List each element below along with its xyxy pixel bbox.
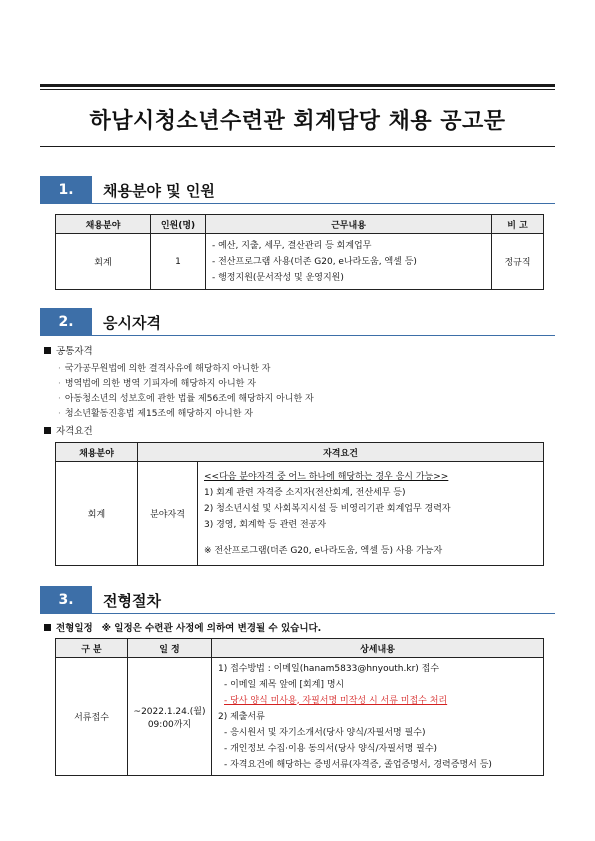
duty-line: - 행정지원(문서작성 및 운영지원): [212, 272, 344, 283]
qualification-item: · 국가공무원법에 의한 결격사유에 해당하지 아니한 자: [58, 364, 271, 374]
section-label: 전형절차: [103, 592, 161, 610]
section-number: 1.: [40, 176, 92, 204]
section-underline: [92, 613, 555, 614]
requirement-line: 2) 청소년시설 및 사회복지시설 등 비영리기관 회계업무 경력자: [204, 503, 451, 514]
detail-line: - 자격요건에 해당하는 증빙서류(자격증, 졸업증명서, 경력증명서 등): [224, 759, 492, 770]
title-top-rule: [40, 84, 555, 87]
detail-line: - 개인정보 수집·이용 동의서(당사 양식/자필서명 필수): [224, 743, 438, 754]
header-note: 비 고: [492, 215, 544, 234]
heading-text: 공통자격: [56, 346, 93, 357]
requirement-table: [55, 442, 544, 566]
requirement-line: 3) 경영, 회계학 등 관련 전공자: [204, 519, 327, 530]
section-number: 2.: [40, 308, 92, 336]
section-underline: [92, 335, 555, 336]
section-2-header: [40, 308, 555, 336]
procedure-table: [55, 638, 544, 776]
schedule-heading: [44, 620, 321, 634]
cell-subfield: 분야자격: [138, 462, 198, 566]
item-text: 병역법에 의한 병역 기피자에 해당하지 아니한 자: [64, 379, 256, 389]
section-label: 응시자격: [103, 314, 161, 332]
heading-text: 전형일정: [56, 623, 93, 634]
time-line: 09:00까지: [147, 719, 192, 730]
item-text: 아동청소년의 성보호에 관한 법률 제56조에 해당하지 아니한 자: [64, 394, 314, 404]
detail-warning: - 당사 양식 미사용, 자필서명 미작성 시 서류 미접수 처리: [224, 695, 448, 706]
header-field: 채용분야: [56, 443, 138, 462]
requirement-intro: <<다음 분야자격 중 어느 하나에 해당하는 경우 응시 가능>>: [204, 471, 449, 482]
header-stage: 구 분: [56, 639, 128, 658]
title-bottom-rule: [40, 146, 555, 147]
qualification-item: · 아동청소년의 성보호에 관한 법률 제56조에 해당하지 아니한 자: [58, 394, 314, 404]
square-bullet-icon: [44, 347, 51, 354]
common-qualification-heading: [44, 343, 93, 357]
cell-count: 1: [151, 234, 206, 290]
heading-text: 자격요건: [56, 426, 93, 437]
cell-date: [128, 658, 212, 776]
section-underline: [92, 203, 555, 204]
recruitment-table: [55, 214, 544, 290]
page-title: 하남시청소년수련관 회계담당 채용 공고문: [89, 109, 506, 134]
qualification-item: · 청소년활동진흥법 제15조에 해당하지 아니한 자: [58, 409, 253, 419]
detail-line: - 응시원서 및 자기소개서(당사 양식/자필서명 필수): [224, 727, 426, 738]
section-label: 채용분야 및 인원: [103, 182, 215, 200]
item-text: 국가공무원법에 의한 결격사유에 해당하지 아니한 자: [64, 364, 271, 374]
requirement-line: 1) 회계 관련 자격증 소지자(전산회계, 전산세무 등): [204, 487, 406, 498]
header-requirements: 자격요건: [138, 443, 544, 462]
qualification-item: · 병역법에 의한 병역 기피자에 해당하지 아니한 자: [58, 379, 256, 389]
header-count: 인원(명): [151, 215, 206, 234]
title-top-rule-thin: [40, 89, 555, 90]
header-duties: 근무내용: [206, 215, 492, 234]
cell-field: 회계: [56, 234, 151, 290]
requirement-heading: [44, 423, 93, 437]
duty-line: - 전산프로그램 사용(더존 G20, e나라도움, 엑셀 등): [212, 256, 417, 267]
cell-requirements: [198, 462, 544, 566]
header-details: 상세내용: [212, 639, 544, 658]
header-date: 일 정: [128, 639, 212, 658]
cell-duties: [206, 234, 492, 290]
date-line: ~2022.1.24.(월): [133, 706, 206, 717]
schedule-note: ※ 일정은 수련관 사정에 의하여 변경될 수 있습니다.: [101, 623, 322, 634]
section-1-header: [40, 176, 555, 204]
square-bullet-icon: [44, 624, 51, 631]
detail-line: - 이메일 제목 앞에 [회계] 명시: [224, 679, 345, 690]
header-field: 채용분야: [56, 215, 151, 234]
cell-details: [212, 658, 544, 776]
requirement-footnote: ※ 전산프로그램(더존 G20, e나라도움, 엑셀 등) 사용 가능자: [204, 545, 443, 556]
cell-field: 회계: [56, 462, 138, 566]
detail-line: 2) 제출서류: [218, 711, 265, 722]
duty-line: - 예산, 지출, 세무, 결산관리 등 회계업무: [212, 240, 372, 251]
section-number: 3.: [40, 586, 92, 614]
item-text: 청소년활동진흥법 제15조에 해당하지 아니한 자: [64, 409, 253, 419]
detail-line: 1) 접수방법 : 이메일(hanam5833@hnyouth.kr) 접수: [218, 663, 440, 674]
cell-stage: 서류접수: [56, 658, 128, 776]
cell-note: 정규직: [492, 234, 544, 290]
section-3-header: [40, 586, 555, 614]
square-bullet-icon: [44, 427, 51, 434]
